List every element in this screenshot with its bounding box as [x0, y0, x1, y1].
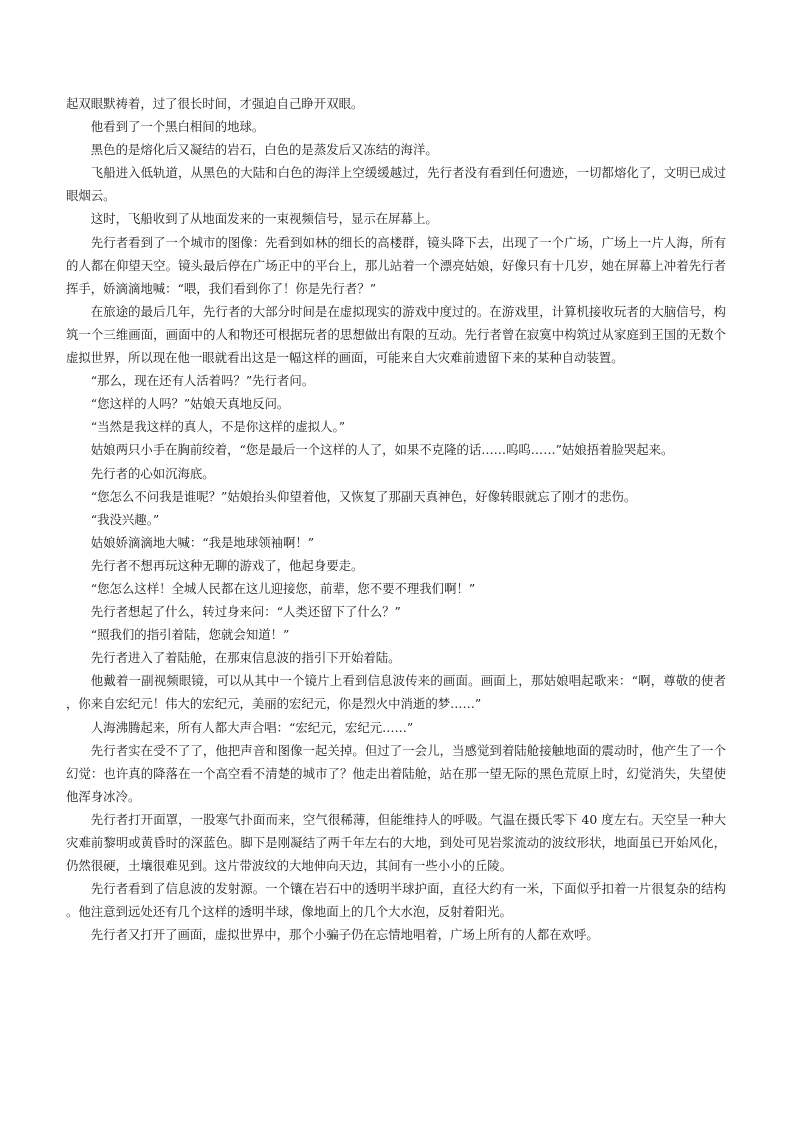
- paragraph: 飞船进入低轨道，从黑色的大陆和白色的海洋上空缓缓越过，先行者没有看到任何遗迹，一切都熔化了，文明已成过眼烟云。: [66, 165, 726, 204]
- paragraph: 在旅途的最后几年，先行者的大部分时间是在虚拟现实的游戏中度过的。在游戏里，计算机接收玩者的大脑信号，构筑一个三维画面，画面中的人和物还可根据玩者的思想做出有限的互动。先行者曾在寂寞中构筑过从家庭到王国的无数个虚拟世界，所以现在他一眼就看出这是一幅这样的画面，可能来自大灾难前遗留下来的某种自动装置。: [66, 303, 726, 366]
- paragraph: 这时，飞船收到了从地面发来的一束视频信号，显示在屏幕上。: [90, 211, 438, 227]
- paragraph: “您怎么不问我是谁呢？”姑娘抬头仰望着他，又恢复了那副天真神色，好像转眼就忘了刚才的悲伤。: [90, 488, 637, 504]
- paragraph: 起双眼默祷着，过了很长时间，才强迫自己睁开双眼。: [66, 96, 364, 111]
- paragraph: 黑色的是熔化后又凝结的岩石，白色的是蒸发后又冻结的海洋。: [90, 142, 438, 158]
- paragraph: “当然是我这样的真人，不是你这样的虚拟人。”: [90, 419, 346, 435]
- paragraph: 先行者又打开了画面，虚拟世界中，那个小骗子仍在忘情地唱着，广场上所有的人都在欢呼。: [90, 927, 599, 943]
- paragraph: “您怎么这样！全城人民都在这儿迎接您，前辈，您不要不理我们啊！”: [90, 580, 476, 596]
- paragraph: 先行者打开面罩，一股寒气扑面而来，空气很稀薄，但能维持人的呼吸。气温在摄氏零下 40 度左右。天空呈一种大灾难前黎明或黄昏时的深蓝色。脚下是刚凝结了两千年左右的大地，到处可见岩浆流动的波纹形状，地面虽已开始风化，仍然很硬，土壤很难见到。这片带波纹的大地伸向天边，其间有一些小小的丘陵。: [66, 811, 726, 874]
- paragraph: 先行者不想再玩这种无聊的游戏了，他起身要走。: [90, 557, 364, 573]
- paragraph: 他看到了一个黑白相间的地球。: [90, 119, 265, 135]
- body-text: [66, 92, 726, 946]
- paragraph: 先行者实在受不了了，他把声音和图像一起关掉。但过了一会儿，当感觉到着陆舱接触地面的震动时，他产生了一个幻觉：也许真的降落在一个高空看不清楚的城市了？他走出着陆舱，站在那一望无际的黑色荒原上时，幻觉消失，失望使他浑身冰冷。: [66, 742, 726, 804]
- paragraph: “我没兴趣。”: [90, 511, 160, 527]
- paragraph: 先行者看到了信息波的发射源。一个镶在岩石中的透明半球护面，直径大约有一米，下面似乎扣着一片很复杂的结构。他注意到远处还有几个这样的透明半球，像地面上的几个大水泡，反射着阳光。: [66, 881, 726, 920]
- paragraph: “您这样的人吗？”姑娘天真地反问。: [90, 396, 290, 412]
- paragraph: 先行者进入了着陆舱，在那束信息波的指引下开始着陆。: [90, 650, 401, 666]
- paragraph: 先行者想起了什么，转过身来问：“人类还留下了什么？”: [90, 604, 401, 620]
- paragraph: 姑娘娇滴滴地大喊：“我是地球领袖啊！”: [90, 534, 315, 550]
- paragraph: “那么，现在还有人活着吗？”先行者问。: [90, 373, 315, 389]
- paragraph: 先行者看到了一个城市的图像：先看到如林的细长的高楼群，镜头降下去，出现了一个广场，广场上一片人海，所有的人都在仰望天空。镜头最后停在广场正中的平台上，那儿站着一个漂亮姑娘，好像只有十几岁，她在屏幕上冲着先行者挥手，娇滴滴地喊：“喂，我们看到你了！你是先行者？”: [66, 234, 726, 296]
- paragraph: 他戴着一副视频眼镜，可以从其中一个镜片上看到信息波传来的画面。画面上，那姑娘唱起歌来：“啊，尊敬的使者，你来自宏纪元！伟大的宏纪元，美丽的宏纪元，你是烈火中消逝的梦……”: [66, 673, 726, 712]
- paragraph: 先行者的心如沉海底。: [90, 465, 215, 481]
- paragraph: 姑娘两只小手在胸前绞着，“您是最后一个这样的人了，如果不克隆的话……呜呜……”姑娘捂着脸哭起来。: [90, 442, 674, 458]
- paragraph: “照我们的指引着陆，您就会知道！”: [90, 627, 290, 643]
- paragraph: 人海沸腾起来，所有人都大声合唱：“宏纪元，宏纪元……”: [90, 719, 414, 735]
